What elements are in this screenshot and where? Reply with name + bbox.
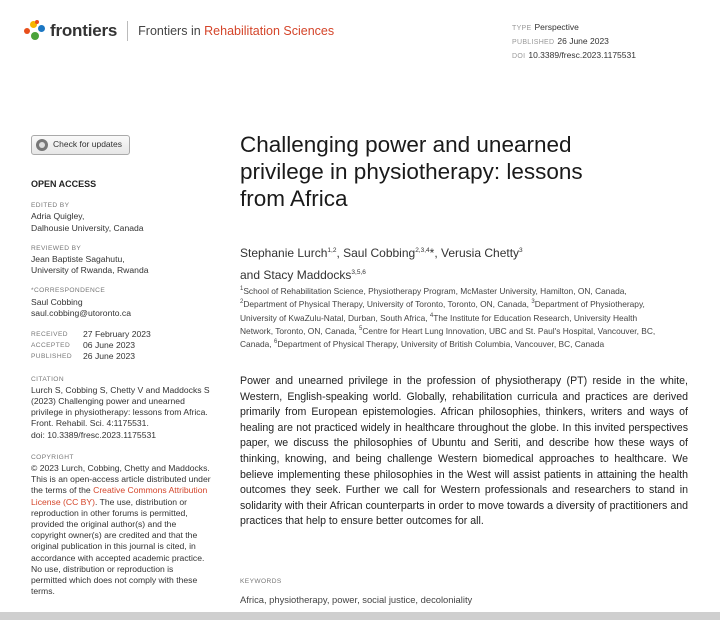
open-access-label: OPEN ACCESS [31,179,97,189]
reviewer-affiliation: University of Rwanda, Rwanda [31,265,149,276]
bottom-edge [0,612,720,620]
received-date: 27 February 2023 [83,329,151,340]
check-for-updates-button[interactable]: Check for updates [31,135,130,155]
affiliations: $^1$School of Rehabilitation Science, Physiotherapy Program, McMaster University, Hamilton, ON, Canada, $^2$Department of Physical Therapy, University of Toronto, Toronto, ON, Canada, $^3$Department of Physiotherapy, University of KwaZulu-Natal, Durban, South Africa, $^4$The Institute for Education Research, University Health Network, Toronto, ON, Canada, $^5$Centre for Heart Lung Innovation, UBC and St. Paul's Hospital, Vancouver, BC, Canada, $^6$Department of Physical Therapy, University of British Columbia, Vancouver, BC, Canada [240,285,656,349]
keywords-label: KEYWORDS [240,578,282,585]
abstract: Power and unearned privilege in the profession of physiotherapy (PT) reside in the white, Western, English-speaking world. Globally, rehabilitation curricula and practices are derived primarily from European epistemologies. African philosophies, thinkers, writers and ways of healing are not practiced widely in healthcare throughout the globe. In this invited perspectives paper, we discuss the philosophies of Ubuntu and Seriti, and describe how these ways of thinking, knowing, and being challenge Western biomedical approaches to healthcare. We believe implementing these philosophies in the West will assist patients in attaining the health outcomes they seek. Further we call for Western professionals and researchers to stand in solidarity with their African counterparts in order to move towards a diversity of practitioners and practices that help to ensure better outcomes for all. [240,375,688,528]
reviewed-by-label: REVIEWED BY [31,244,82,252]
license-link-cont[interactable]: License (CC BY) [31,496,95,507]
sidebar-published-date: 26 June 2023 [83,351,136,362]
frontiers-logo-icon [24,20,46,42]
journal-header [24,20,334,42]
copyright-label: COPYRIGHT [31,453,74,461]
correspondence-name: Saul Cobbing [31,296,83,307]
check-updates-icon [36,139,48,151]
article-meta: TYPE Perspective PUBLISHED 26 June 2023 DOI 10.3389/fresc.2023.1175531 [512,22,636,60]
citation-text: Lurch S, Cobbing S, Chetty V and Maddocks S (2023) Challenging power and unearned privilege in physiotherapy: lessons from Africa. Front. Rehabil. Sci. 4:1175531. doi: 10.3389/fresc.2023.1175531 [31,385,226,441]
article-type: Perspective [534,22,579,32]
correspondence-label: *CORRESPONDENCE [31,287,106,295]
accepted-date: 06 June 2023 [83,340,136,351]
editor-name: Adria Quigley, [31,211,85,222]
author-name[interactable]: Verusia Chetty [441,246,520,260]
article-title: Challenging power and unearned privilege in physiotherapy: lessons from Africa [240,132,583,211]
doi-link[interactable]: 10.3389/fresc.2023.1175531 [528,50,636,60]
keywords: Africa, physiotherapy, power, social justice, decoloniality [240,594,473,605]
article-sidebar [31,135,226,598]
citation-doi[interactable]: doi: 10.3389/fresc.2023.1175531 [31,429,157,440]
frontiers-logo-text[interactable]: frontiers [50,21,118,40]
reviewer-name: Jean Baptiste Sagahutu, [31,254,125,265]
citation-label: CITATION [31,375,64,383]
author-name[interactable]: Stacy Maddocks [263,268,352,282]
article-dates: RECEIVED 27 February 2023 ACCEPTED 06 June 2023 PUBLISHED 26 June 2023 [31,329,151,362]
author-list: Stephanie Lurch$^{1,2}$, Saul Cobbing$^{2,3,4}$*, Verusia Chetty$^3$ and Stacy Maddocks$^{3,5,6}$ [240,246,523,282]
published-date: 26 June 2023 [557,36,609,46]
license-link[interactable]: Creative Commons Attribution [93,485,208,496]
edited-by-label: EDITED BY [31,202,70,210]
author-name[interactable]: Stephanie Lurch [240,246,328,260]
correspondence-email[interactable]: saul.cobbing@utoronto.ca [31,307,131,318]
author-name[interactable]: Saul Cobbing [343,246,416,260]
journal-name[interactable]: Frontiers in Rehabilitation Sciences [138,24,335,38]
editor-affiliation: Dalhousie University, Canada [31,222,144,233]
header-divider [127,21,128,41]
copyright-text: © 2023 Lurch, Cobbing, Chetty and Maddocks. This is an open-access article distributed under the terms of the Creative Commons Attribution License (CC BY). The use, distribution or reproduction in other forums is permitted, provided the original author(s) and the copyright owner(s) are credited and that the original publication in this journal is cited, in accordance with accepted academic practice. No use, distribution or reproduction is permitted which does not comply with these terms. [31,463,211,597]
